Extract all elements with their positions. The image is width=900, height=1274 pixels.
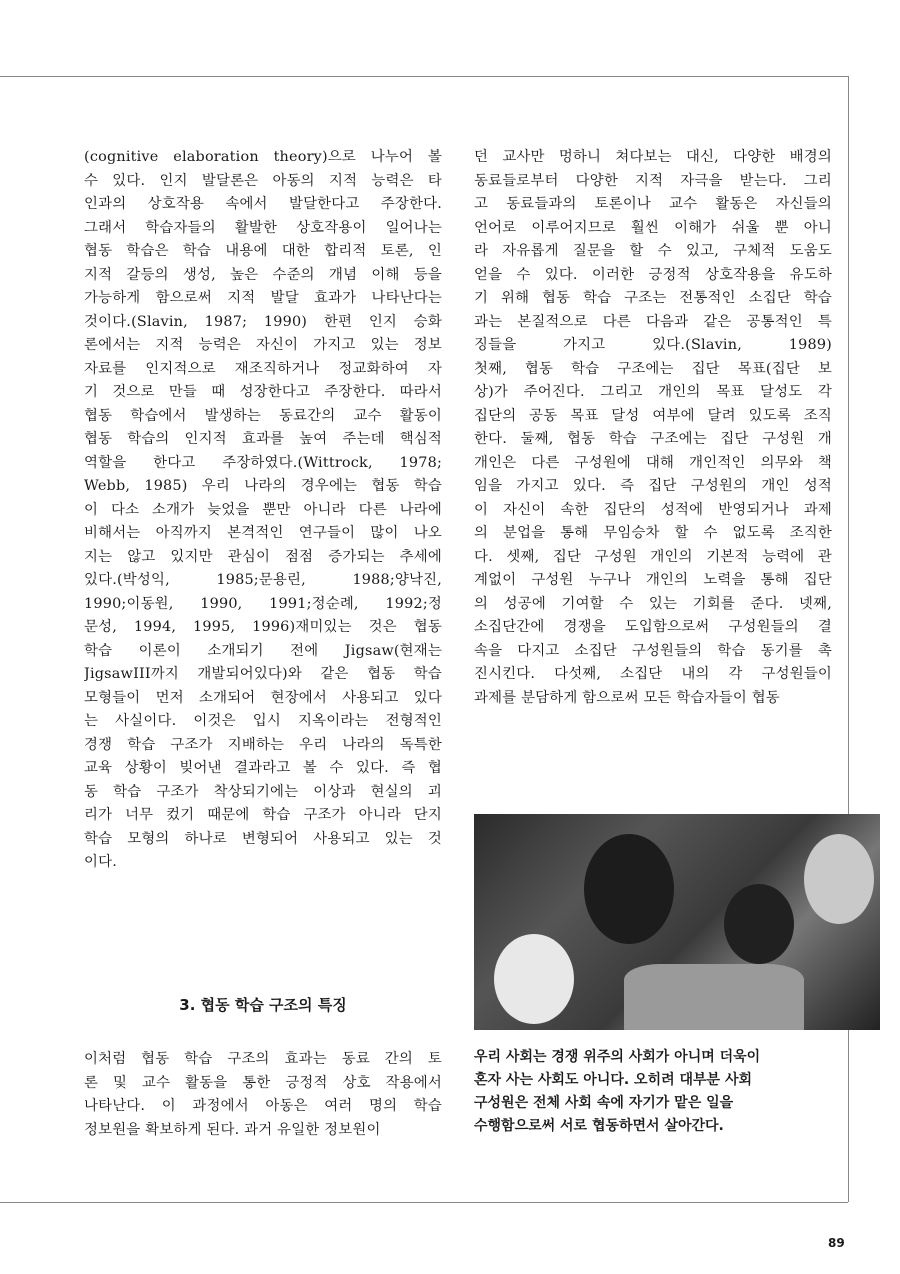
photo-figure-student-1 bbox=[494, 934, 574, 1024]
text-line: 그래서 학습자들의 활발한 상호작용이 일어나는 bbox=[84, 219, 442, 236]
photo-figure-student-2 bbox=[724, 884, 794, 964]
text-line: 학습 모형의 하나로 변형되어 사용되고 있는 것 bbox=[84, 830, 442, 847]
text-line: 나타난다. 이 과정에서 아동은 여러 명의 학습 bbox=[84, 1098, 442, 1114]
text-line: 계없이 구성원 누구나 개인의 노력을 통해 집단 bbox=[474, 572, 832, 588]
text-line: 협동 학습은 학습 내용에 대한 합리적 토론, 인 bbox=[84, 243, 442, 259]
text-line: 라 자유롭게 질문을 할 수 있고, 구체적 도움도 bbox=[474, 243, 832, 259]
text-line: 진시킨다. 다섯째, 소집단 내의 각 구성원들이 bbox=[474, 666, 832, 682]
text-line: 한다. 둘째, 협동 학습 구조에는 집단 구성원 개 bbox=[474, 431, 832, 447]
text-line: 징들을 가지고 있다.(Slavin, 1989) bbox=[474, 337, 832, 353]
text-line: 과제를 분담하게 함으로써 모든 학습자들이 협동 bbox=[474, 689, 780, 706]
text-line: 동료들로부터 다양한 지적 자극을 받는다. 그리 bbox=[474, 172, 832, 189]
text-line: 문성, 1994, 1995, 1996)재미있는 것은 협동 bbox=[84, 619, 442, 635]
text-line: 역할을 한다고 주장하였다.(Wittrock, 1978; bbox=[84, 454, 442, 471]
text-line: (cognitive elaboration theory)으로 나누어 볼 bbox=[84, 149, 442, 165]
text-line: 경쟁 학습 구조가 지배하는 우리 나라의 독특한 bbox=[84, 736, 442, 753]
text-line: 는 사실이다. 이것은 입시 지옥이라는 전형적인 bbox=[84, 713, 442, 729]
text-line: JigsawIII까지 개발되어있다)와 같은 협동 학습 bbox=[84, 666, 442, 682]
text-line: 얻을 수 있다. 이러한 긍정적 상호작용을 유도하 bbox=[474, 266, 832, 283]
caption-line: 우리 사회는 경쟁 위주의 사회가 아니며 더욱이 bbox=[474, 1049, 761, 1065]
text-line: 인과의 상호작용 속에서 발달한다고 주장한다. bbox=[84, 196, 442, 212]
photo-figure-student-3 bbox=[804, 834, 874, 924]
text-line: 지는 않고 있지만 관심이 점점 증가되는 추세에 bbox=[84, 548, 442, 565]
caption-line: 혼자 사는 사회도 아니다. 오히려 대부분 사회 bbox=[474, 1072, 752, 1088]
text-line: 론에서는 지적 능력은 자신이 가지고 있는 정보 bbox=[84, 337, 442, 353]
text-line: 던 교사만 멍하니 쳐다보는 대신, 다양한 배경의 bbox=[474, 149, 832, 165]
text-line: 기 위해 협동 학습 구조는 전통적인 소집단 학습 bbox=[474, 290, 832, 306]
text-line: 학습 이론이 소개되기 전에 Jigsaw(현재는 bbox=[84, 642, 442, 659]
text-line: 이 다소 소개가 늦었을 뿐만 아니라 다른 나라에 bbox=[84, 501, 442, 518]
text-line: 가능하게 함으로써 지적 발달 효과가 나타난다는 bbox=[84, 290, 442, 306]
text-line: 기 것으로 만들 때 성장한다고 주장한다. 따라서 bbox=[84, 384, 442, 400]
right-rule bbox=[848, 76, 849, 1202]
top-rule bbox=[0, 76, 848, 77]
text-line: 지적 갈등의 생성, 높은 수준의 개념 이해 등을 bbox=[84, 266, 442, 283]
text-line: 언어로 이루어지므로 훨씬 이해가 쉬울 뿐 아니 bbox=[474, 219, 832, 236]
page-number: 89 bbox=[828, 1236, 845, 1250]
text-line: 다. 셋째, 집단 구성원 개인의 기본적 능력에 관 bbox=[474, 548, 832, 565]
classroom-photo bbox=[474, 814, 880, 1030]
text-line: 리가 너무 컸기 때문에 학습 구조가 아니라 단지 bbox=[84, 807, 442, 823]
caption-line: 구성원은 전체 사회 속에 자기가 맡은 일을 bbox=[474, 1095, 734, 1111]
text-line: 의 분업을 통해 무임승차 할 수 없도록 조직한 bbox=[474, 525, 832, 541]
text-line: 협동 학습에서 발생하는 동료간의 교수 활동이 bbox=[84, 407, 442, 424]
left-column-text bbox=[84, 146, 442, 875]
text-line: 1990;이동원, 1990, 1991;정순례, 1992;정 bbox=[84, 595, 442, 612]
right-column-text bbox=[474, 146, 832, 710]
section-heading: 3. 협동 학습 구조의 특징 bbox=[179, 996, 347, 1014]
text-line: 상)가 주어진다. 그리고 개인의 목표 달성도 각 bbox=[474, 384, 832, 400]
bottom-rule bbox=[0, 1202, 848, 1203]
text-line: 론 및 교수 활동을 통한 긍정적 상호 작용에서 bbox=[84, 1074, 442, 1091]
left-column-continued-text bbox=[84, 1048, 442, 1142]
text-line: 첫째, 협동 학습 구조에는 집단 목표(집단 보 bbox=[474, 360, 832, 377]
text-line: 이처럼 협동 학습 구조의 효과는 동료 간의 토 bbox=[84, 1051, 442, 1067]
text-line: 정보원을 확보하게 된다. 과거 유일한 정보원이 bbox=[84, 1121, 381, 1138]
text-line: 자료를 인지적으로 재조직하거나 정교화하여 자 bbox=[84, 360, 442, 377]
text-line: 과는 본질적으로 다른 다음과 같은 공통적인 특 bbox=[474, 313, 832, 330]
text-line: 속을 다지고 소집단 구성원들의 학습 동기를 촉 bbox=[474, 642, 832, 659]
caption-line: 수행함으로써 서로 협동하면서 살아간다. bbox=[474, 1118, 724, 1134]
text-line: 것이다.(Slavin, 1987; 1990) 한편 인지 승화 bbox=[84, 313, 442, 330]
text-line: Webb, 1985) 우리 나라의 경우에는 협동 학습 bbox=[84, 478, 442, 494]
text-line: 교육 상황이 빚어낸 결과라고 볼 수 있다. 즉 협 bbox=[84, 760, 442, 776]
text-line: 개인은 다른 구성원에 대해 개인적인 의무와 책 bbox=[474, 454, 832, 471]
text-line: 비해서는 아직까지 본격적인 연구들이 많이 나오 bbox=[84, 525, 442, 541]
text-line: 있다.(박성익, 1985;문용린, 1988;양낙진, bbox=[84, 572, 442, 588]
text-line: 협동 학습의 인지적 효과를 높여 주는데 핵심적 bbox=[84, 431, 442, 447]
text-line: 임을 가지고 있다. 즉 집단 구성원의 개인 성적 bbox=[474, 478, 832, 494]
text-line: 집단의 공동 목표 달성 여부에 달려 있도록 조직 bbox=[474, 407, 832, 424]
text-line: 동 학습 구조가 착상되기에는 이상과 현실의 괴 bbox=[84, 783, 442, 800]
text-line: 수 있다. 인지 발달론은 아동의 지적 능력은 타 bbox=[84, 172, 442, 189]
text-line: 이 자신이 속한 집단의 성적에 반영되거나 과제 bbox=[474, 501, 832, 518]
text-line: 모형들이 먼저 소개되어 현장에서 사용되고 있다 bbox=[84, 689, 442, 706]
photo-caption bbox=[474, 1046, 844, 1138]
text-line: 소집단간에 경쟁을 도입함으로써 구성원들의 결 bbox=[474, 619, 832, 635]
photo-desk bbox=[624, 964, 804, 1030]
text-line: 의 성공에 기여할 수 있는 기회를 준다. 넷째, bbox=[474, 595, 832, 612]
photo-figure-teacher bbox=[584, 834, 674, 944]
text-line: 고 동료들과의 토론이나 교수 활동은 자신들의 bbox=[474, 196, 832, 212]
text-line: 이다. bbox=[84, 854, 117, 870]
